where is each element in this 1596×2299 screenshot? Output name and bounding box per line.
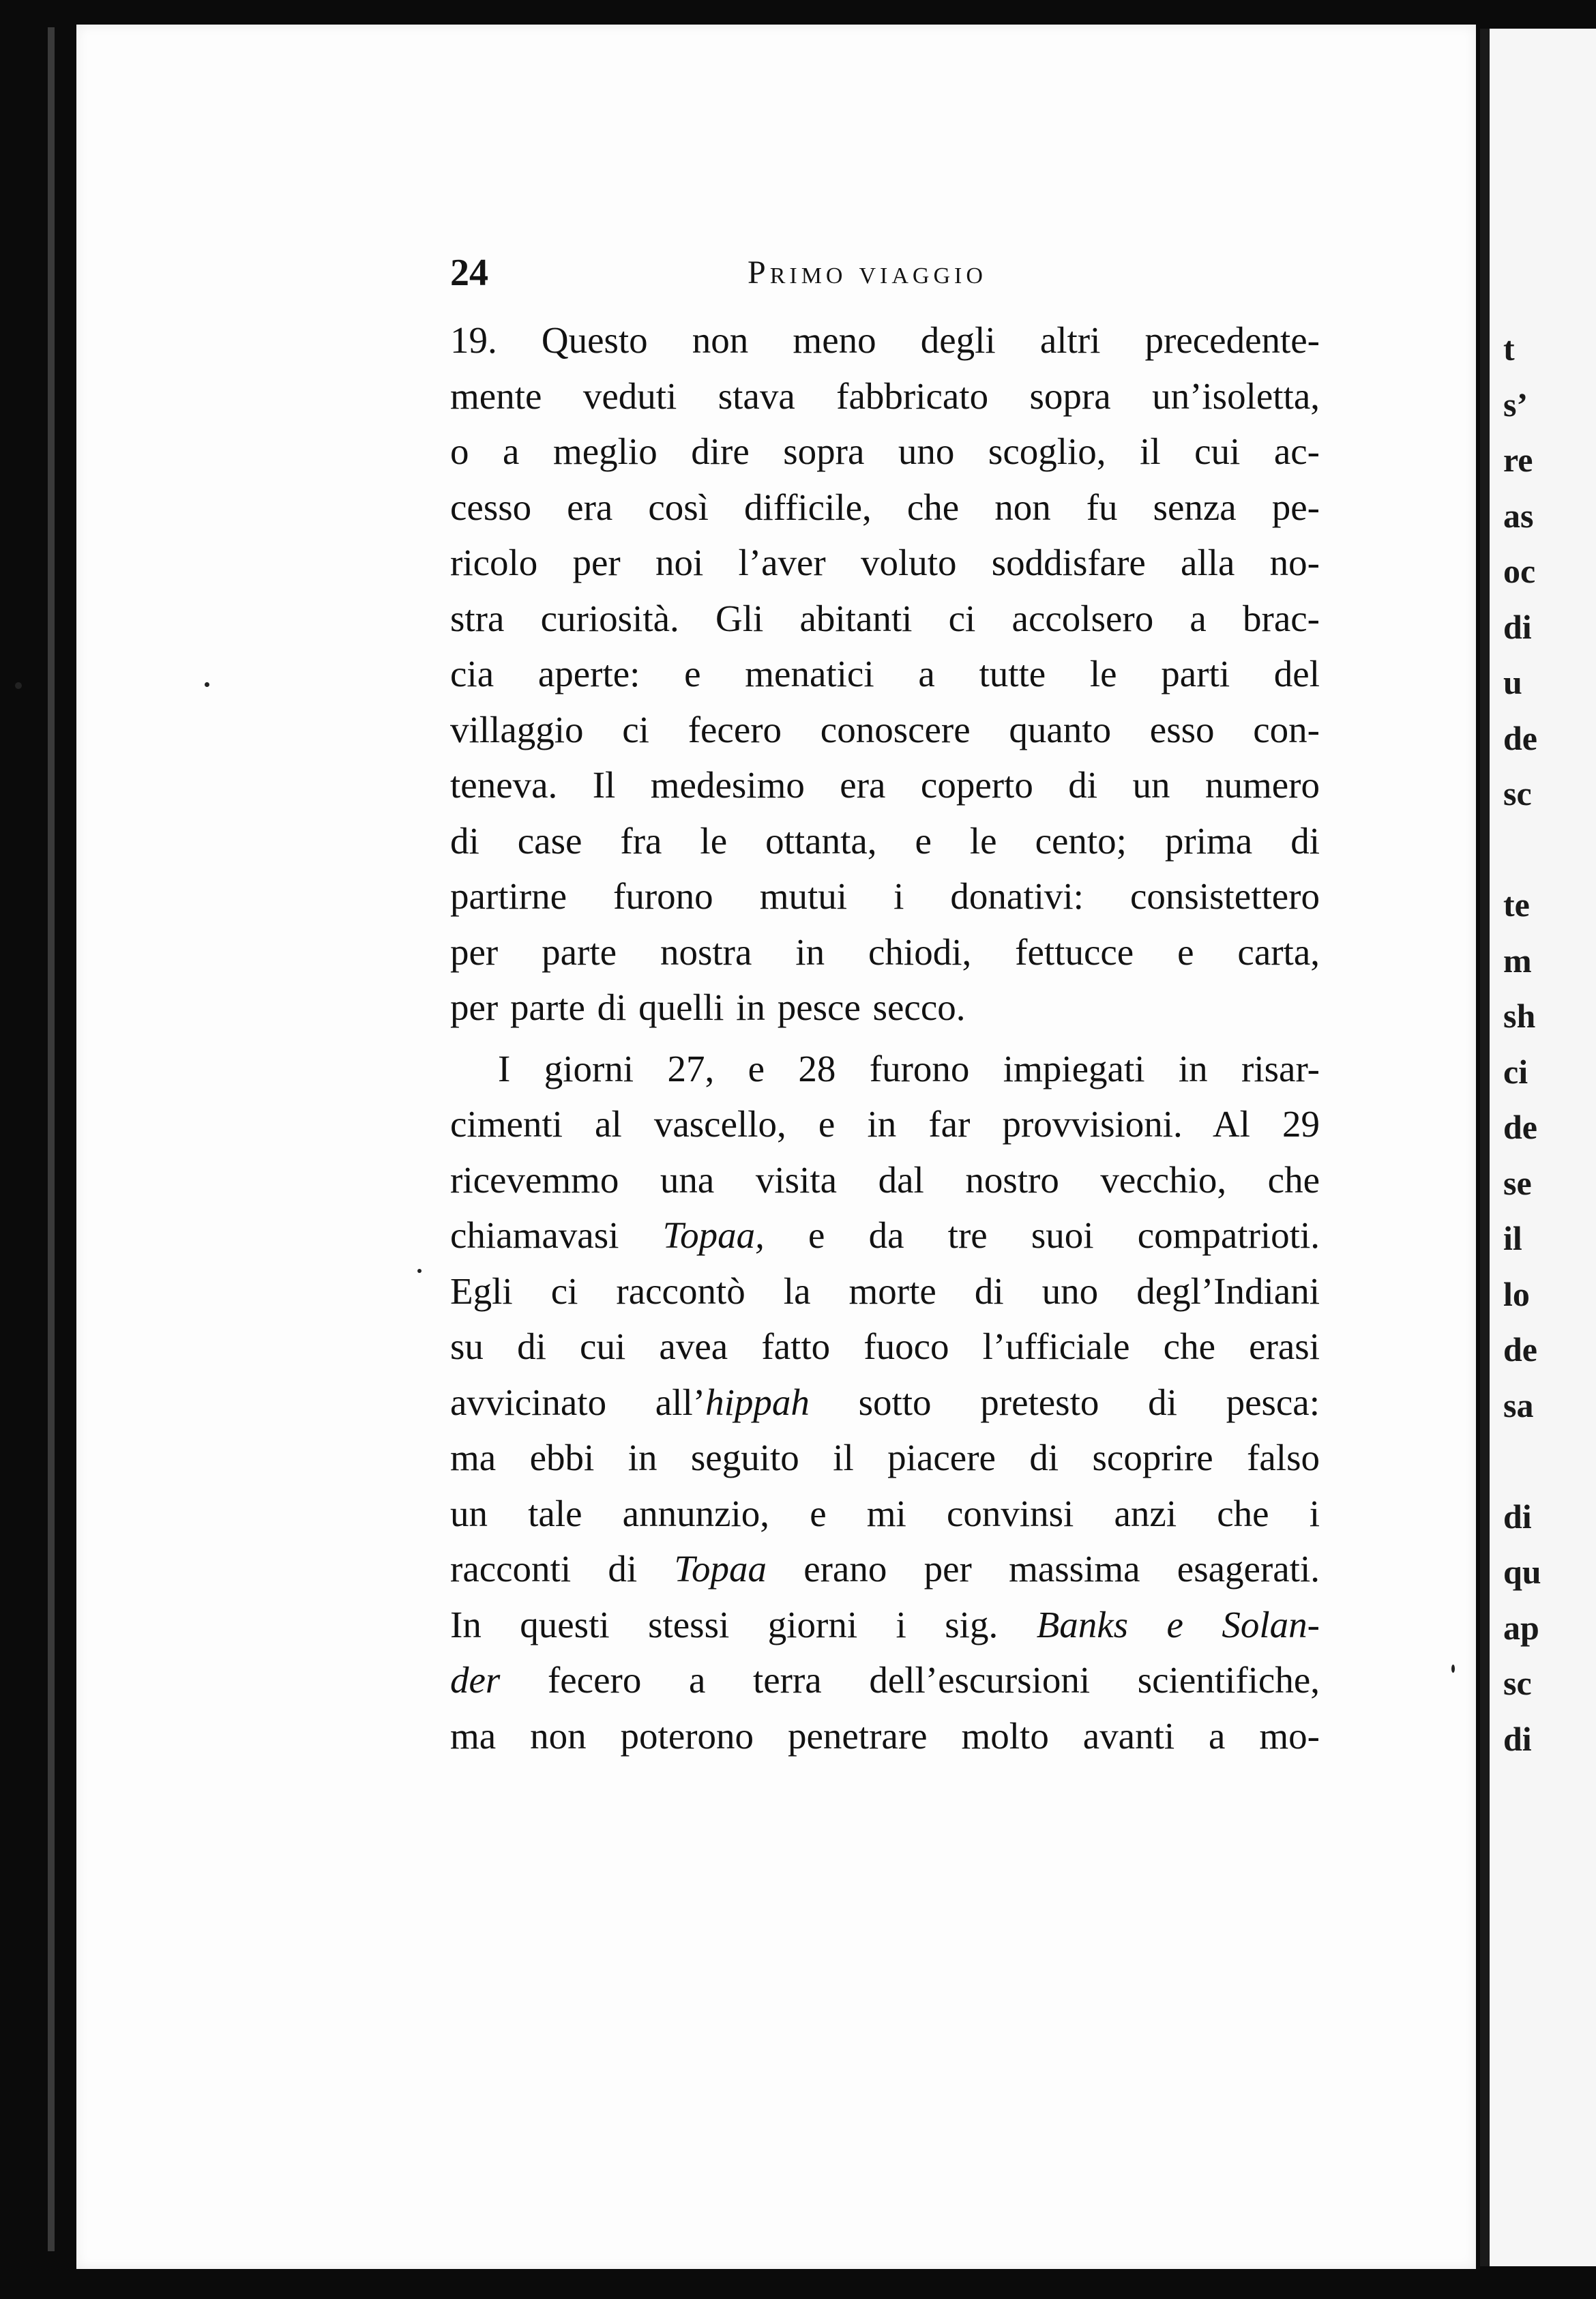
facing-page-fragment: de <box>1503 1108 1537 1146</box>
facing-page-fragment: di <box>1503 1497 1532 1536</box>
facing-page-fragment: u <box>1503 663 1522 701</box>
text-run: per parte di quelli in pesce secco. <box>450 986 966 1028</box>
text-line <box>450 1430 1320 1486</box>
text-run: ma ebbi in seguito il piacere di scoprire falso <box>450 1437 1320 1478</box>
facing-page-fragment: re <box>1503 441 1533 479</box>
italic-text: Topaa <box>674 1548 767 1590</box>
text-line <box>450 312 1320 368</box>
scan-speck <box>15 682 22 689</box>
text-run: o a meglio dire sopra uno scoglio, il cui ac- <box>450 430 1320 472</box>
text-line <box>450 1207 1320 1263</box>
text-line <box>450 1096 1320 1152</box>
text-line <box>450 1708 1320 1764</box>
text-run: cimenti al vascello, e in far provvisioni. Al 29 <box>450 1103 1320 1145</box>
facing-page-fragment: as <box>1503 496 1534 535</box>
text-line <box>450 646 1320 702</box>
text-run: villaggio ci fecero conoscere quanto esso con- <box>450 708 1320 750</box>
text-run: un tale annunzio, e mi convinsi anzi che i <box>450 1492 1320 1534</box>
text-run: ricolo per noi l’aver voluto soddisfare alla no- <box>450 542 1320 583</box>
text-line <box>450 702 1320 758</box>
text-line <box>450 1541 1320 1597</box>
facing-page-fragment: di <box>1503 607 1532 646</box>
text-run: e da tre suoi compatrioti. <box>764 1214 1320 1256</box>
facing-page-fragment: ap <box>1503 1608 1539 1647</box>
italic-text: der <box>450 1659 501 1701</box>
text-line <box>450 980 1320 1036</box>
facing-page-fragment: s’ <box>1503 385 1528 424</box>
facing-page-fragment: t <box>1503 330 1515 368</box>
text-run: mente veduti stava fabbricato sopra un’isoletta, <box>450 375 1320 417</box>
text-line <box>450 1652 1320 1708</box>
scan-speck <box>205 682 209 687</box>
text-run: teneva. Il medesimo era coperto di un numero <box>450 764 1320 806</box>
text-run: ricevemmo una visita dal nostro vecchio, che <box>450 1158 1320 1201</box>
facing-page-fragment: lo <box>1503 1274 1530 1313</box>
facing-page-fragment: di <box>1503 1719 1532 1758</box>
text-run: sotto pretesto di pesca: <box>809 1381 1320 1423</box>
text-line <box>450 813 1320 869</box>
running-head <box>450 251 1064 299</box>
binding-line <box>48 27 55 2251</box>
text-run: partirne furono mutui i donativi: consistettero <box>450 875 1320 917</box>
text-run: ma non poterono penetrare molto avanti a mo- <box>450 1714 1320 1757</box>
running-title: Primo viaggio <box>748 254 987 291</box>
book-binding-edge <box>0 0 68 2299</box>
text-line <box>450 368 1320 424</box>
facing-page-fragment: sa <box>1503 1386 1534 1424</box>
text-run: In questi stessi giorni i sig. <box>450 1603 1037 1645</box>
text-line <box>450 924 1320 980</box>
text-run: 19. Questo non meno degli altri precedente- <box>450 319 1320 361</box>
facing-page-edge <box>1480 29 1596 2266</box>
text-run: per parte nostra in chiodi, fettucce e carta, <box>450 931 1320 973</box>
facing-page-fragment: ci <box>1503 1052 1528 1091</box>
text-line <box>450 757 1320 813</box>
text-line <box>450 591 1320 647</box>
text-line <box>450 424 1320 480</box>
italic-text: Topaa, <box>662 1214 765 1256</box>
text-line <box>450 1597 1320 1653</box>
facing-page-fragment: de <box>1503 718 1537 757</box>
facing-page-fragment: qu <box>1503 1553 1541 1591</box>
facing-page-fragment: il <box>1503 1219 1522 1257</box>
text-run: stra curiosità. Gli abitanti ci accolsero a brac- <box>450 597 1320 639</box>
text-run: erano per massima esagerati. <box>766 1548 1320 1590</box>
text-line <box>450 1152 1320 1208</box>
text-line <box>450 535 1320 591</box>
text-line <box>450 1375 1320 1431</box>
text-line <box>450 1319 1320 1375</box>
facing-page-fragment: sc <box>1503 1664 1532 1702</box>
facing-page-fragment: sc <box>1503 774 1532 812</box>
text-run: su di cui avea fatto fuoco l’ufficiale che erasi <box>450 1326 1320 1367</box>
facing-page-fragment: se <box>1503 1163 1532 1202</box>
page-number: 24 <box>450 252 488 294</box>
facing-page-fragment: oc <box>1503 552 1536 590</box>
text-run: chiamavasi <box>450 1214 663 1256</box>
text-run: Egli ci raccontò la morte di uno degl’Indiani <box>450 1270 1320 1312</box>
text-line <box>450 1486 1320 1542</box>
facing-page-fragment: sh <box>1503 997 1536 1035</box>
italic-text: Banks e Solan- <box>1036 1603 1320 1645</box>
facing-page-fragment: de <box>1503 1330 1537 1368</box>
text-run: I giorni 27, e 28 furono impiegati in risar- <box>498 1047 1320 1089</box>
text-run: cia aperte: e menatici a tutte le parti del <box>450 653 1320 694</box>
facing-page-fragment: te <box>1503 885 1530 924</box>
text-line <box>450 1263 1320 1319</box>
text-run: cesso era così difficile, che non fu senza pe- <box>450 486 1320 528</box>
text-run: fecero a terra dell’escursioni scientifiche, <box>500 1659 1320 1701</box>
text-run: racconti di <box>450 1548 675 1590</box>
italic-text: hippah <box>705 1381 810 1423</box>
text-run: avvicinato all’ <box>450 1381 706 1423</box>
scan-speck <box>417 1269 422 1273</box>
text-line <box>450 868 1320 924</box>
text-line <box>450 480 1320 536</box>
text-run: di case fra le ottanta, e le cento; prima di <box>450 819 1320 862</box>
body-text <box>450 312 1320 1763</box>
text-line <box>450 1041 1320 1097</box>
facing-page-fragment: m <box>1503 941 1532 980</box>
scan-speck <box>1451 1665 1455 1673</box>
